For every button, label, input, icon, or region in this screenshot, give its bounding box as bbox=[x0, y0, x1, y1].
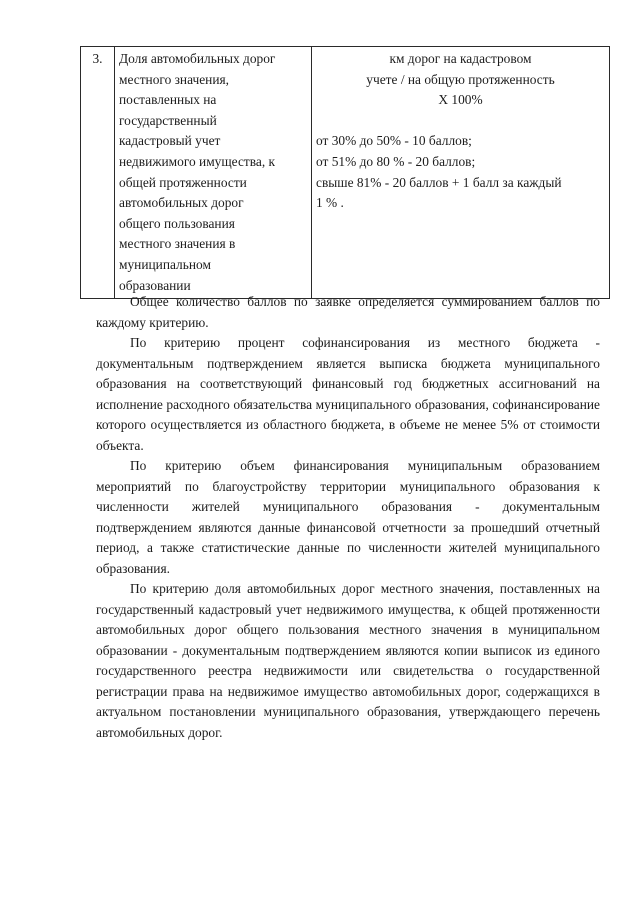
row-number: 3. bbox=[81, 47, 115, 299]
criterion-name-line: общей протяженности bbox=[119, 174, 247, 190]
spacer bbox=[316, 111, 605, 132]
score-line: от 51% до 80 % - 20 баллов; bbox=[316, 153, 476, 169]
body-text bbox=[96, 292, 600, 743]
criterion-name-line: автомобильных дорог bbox=[119, 195, 244, 211]
criterion-name-line: местного значения в bbox=[119, 236, 236, 252]
criteria-table bbox=[80, 46, 610, 299]
paragraph: По критерию доля автомобильных дорог местного значения, поставленных на государственный кадастровый учет недвижимого имущества, к общей протяженности автомобильных дорог общего пользования местного значения в муниципальном образовании - документальным подтверждением являются копии выписок из единого государственного реестра недвижимости или свидетельства о государственной регистрации права на недвижимое имущество автомобильных дорог, содержащихся в актуальном постановлении муниципального образования, утверждающего перечень автомобильных дорог. bbox=[96, 581, 600, 740]
table-row bbox=[81, 47, 610, 299]
criterion-name-line: недвижимого имущества, к bbox=[119, 153, 276, 169]
paragraph: По критерию процент софинансирования из местного бюджета - документальным подтверждением является выписка бюджета муниципального образования на соответствующий финансовый год бюджетных ассигнований на исполнение расходного обязательства муниципального образования, софинансирование которого осуществляется из областного бюджета, в объеме не менее 5% от стоимости объекта. bbox=[96, 335, 600, 453]
formula-line: X 100% bbox=[438, 92, 483, 108]
criterion-name-line: кадастровый учет bbox=[119, 133, 221, 149]
criterion-name-line: общего пользования bbox=[119, 215, 235, 231]
criterion-name-cell bbox=[115, 47, 312, 299]
formula-line: км дорог на кадастровом bbox=[389, 51, 532, 66]
criterion-name-line: муниципальном bbox=[119, 256, 211, 272]
criterion-name-line: поставленных на bbox=[119, 92, 217, 108]
score-line: 1 % . bbox=[316, 195, 344, 211]
paragraph: Общее количество баллов по заявке определяется суммированием баллов по каждому критерию. bbox=[96, 294, 600, 330]
score-line: свыше 81% - 20 баллов + 1 балл за каждый bbox=[316, 174, 562, 190]
criterion-name-line: местного значения, bbox=[119, 71, 229, 87]
paragraph: По критерию объем финансирования муниципальным образованием мероприятий по благоустройству территории муниципального образования к численности жителей муниципального образования - документальным подтверждением являются данные финансовой отчетности за прошедший отчетный период, а также статистические данные по численности жителей муниципального образования. bbox=[96, 458, 600, 576]
criterion-name-line: государственный bbox=[119, 112, 217, 128]
formula-line: учете / на общую протяженность bbox=[366, 71, 555, 87]
criterion-name-line: Доля автомобильных дорог bbox=[119, 51, 276, 66]
criterion-name-line: образовании bbox=[119, 277, 191, 293]
score-line: от 30% до 50% - 10 баллов; bbox=[316, 133, 472, 149]
scoring-cell bbox=[312, 47, 610, 299]
